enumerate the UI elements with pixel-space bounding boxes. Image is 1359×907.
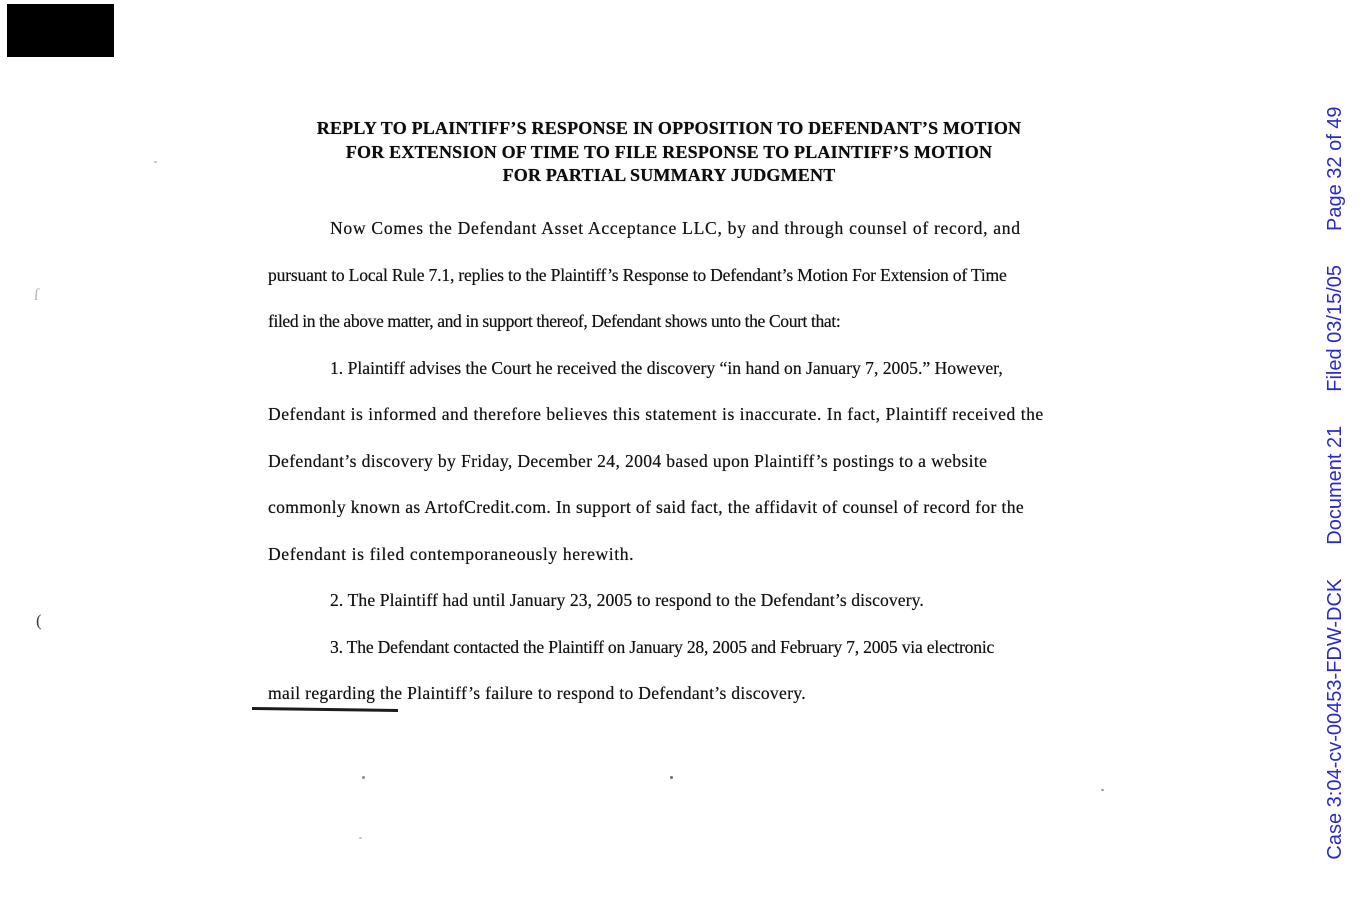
- body-line: pursuant to Local Rule 7.1, replies to the Plaintiff’s Response to Defendant’s Motion For Extension of Time: [268, 264, 1007, 285]
- body-line: 2. The Plaintiff had until January 23, 2005 to respond to the Defendant’s discovery.: [330, 590, 924, 610]
- scan-speck: [359, 837, 362, 839]
- body-line: Defendant’s discovery by Friday, December 24, 2004 based upon Plaintiff’s postings to a website: [268, 450, 988, 471]
- title-line: FOR EXTENSION OF TIME TO FILE RESPONSE TO PLAINTIFF’S MOTION: [345, 141, 993, 162]
- body-line: Defendant is filed contemporaneously herewith.: [268, 543, 635, 564]
- document-body: [268, 205, 1148, 717]
- body-line: commonly known as ArtofCredit.com. In support of said fact, the affidavit of counsel of record for the: [268, 497, 1025, 517]
- scan-speck: [670, 776, 673, 779]
- scan-speck: [362, 776, 365, 779]
- scan-artifact: (: [36, 611, 42, 630]
- title-line: FOR PARTIAL SUMMARY JUDGMENT: [502, 165, 836, 185]
- body-line: 1. Plaintiff advises the Court he received the discovery “in hand on January 7, 2005.” However,: [330, 357, 1003, 378]
- scan-speck: [1101, 789, 1104, 791]
- body-line: Defendant is informed and therefore believes this statement is inaccurate. In fact, Plaintiff received the: [268, 404, 1044, 424]
- document-title: [248, 117, 1090, 188]
- scan-speck: [154, 161, 157, 163]
- body-line: mail regarding the Plaintiff’s failure to respond to Defendant’s discovery.: [268, 683, 806, 703]
- redaction-block: [7, 4, 114, 57]
- stamp-filed-date: Filed 03/15/05: [1323, 265, 1346, 392]
- stamp-page-number: Page 32 of 49: [1323, 106, 1346, 231]
- body-line: Now Comes the Defendant Asset Acceptance LLC, by and through counsel of record, and: [330, 218, 1021, 238]
- title-line: REPLY TO PLAINTIFF’S RESPONSE IN OPPOSITION TO DEFENDANT’S MOTION: [316, 118, 1022, 138]
- scan-artifact: ſ: [33, 284, 40, 305]
- body-line: 3. The Defendant contacted the Plaintiff on January 28, 2005 and February 7, 2005 via electronic: [330, 636, 995, 657]
- body-line: filed in the above matter, and in support thereof, Defendant shows unto the Court that:: [268, 311, 841, 331]
- stamp-document-number: Document 21: [1323, 425, 1346, 545]
- court-stamp: [1322, 103, 1348, 863]
- stamp-case-number: Case 3:04-cv-00453-FDW-DCK: [1323, 578, 1346, 860]
